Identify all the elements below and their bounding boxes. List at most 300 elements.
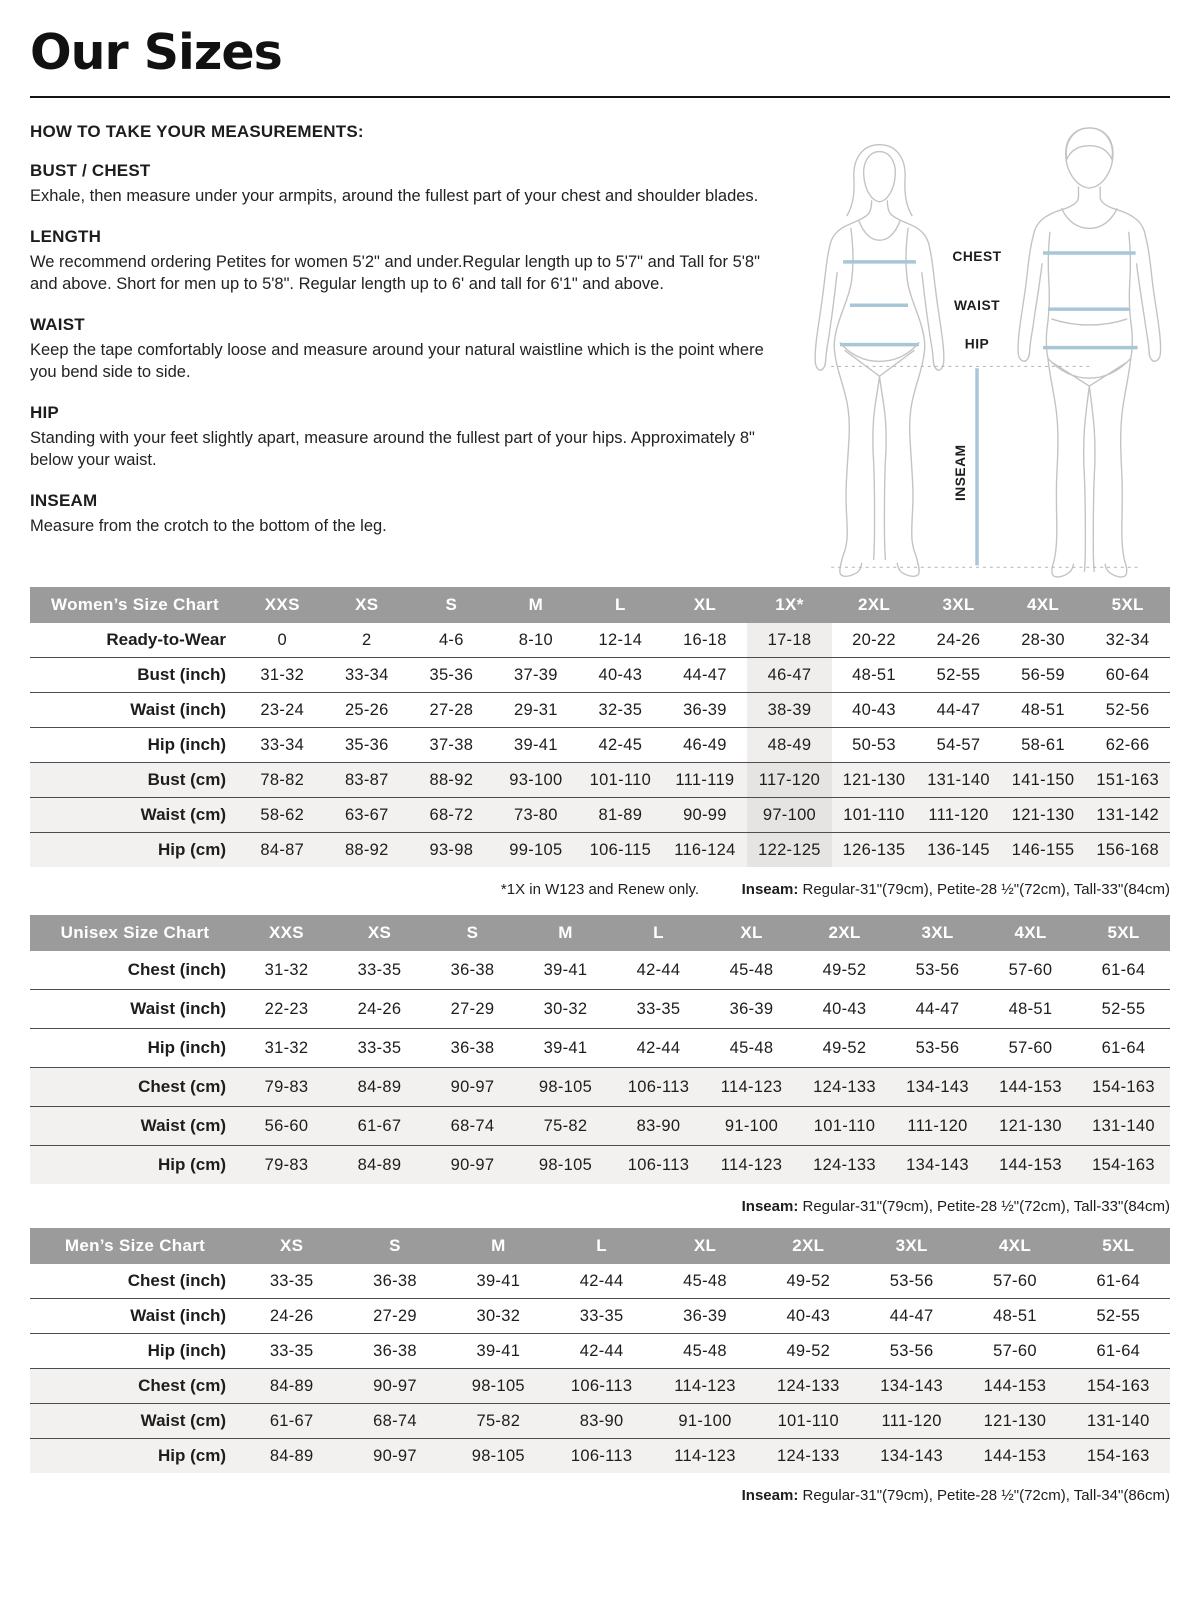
table-cell: 75-82	[519, 1107, 612, 1146]
section-body: Standing with your feet slightly apart, measure around the fullest part of your hips. Approximately 8" below your waist.	[30, 428, 755, 469]
table-cell: 56-60	[240, 1107, 333, 1146]
table-cell: 48-51	[832, 658, 917, 693]
row-label: Hip (cm)	[30, 1146, 240, 1185]
column-header: M	[519, 915, 612, 951]
table-cell: 126-135	[832, 833, 917, 868]
table-row	[30, 1068, 1170, 1107]
column-header: 2XL	[757, 1228, 860, 1264]
column-header: M	[494, 587, 579, 623]
table-cell: 17-18	[747, 623, 832, 658]
table-cell: 40-43	[578, 658, 663, 693]
table-cell: 93-100	[494, 763, 579, 798]
table-cell: 124-133	[798, 1068, 891, 1107]
table-cell: 114-123	[653, 1369, 756, 1404]
table-cell: 46-49	[663, 728, 748, 763]
column-header: XS	[240, 1228, 343, 1264]
table-cell: 122-125	[747, 833, 832, 868]
table-row	[30, 833, 1170, 868]
womens-table-notes	[30, 867, 1170, 915]
column-header: XXS	[240, 915, 333, 951]
table-cell: 84-87	[240, 833, 325, 868]
table-title: Unisex Size Chart	[30, 915, 240, 951]
table-cell: 20-22	[832, 623, 917, 658]
unisex-table-notes	[30, 1184, 1170, 1228]
womens-footnote: *1X in W123 and Renew only.	[500, 881, 700, 898]
table-cell: 52-55	[916, 658, 1001, 693]
section-body: We recommend ordering Petites for women 5'2" and under.Regular length up to 5'7" and Tall for 5'8" and above. Short for men up to 5'8". Regular length up to 6' and tall for 6'1" and above.	[30, 252, 760, 293]
table-title: Men’s Size Chart	[30, 1228, 240, 1264]
female-figure-outline	[815, 145, 944, 577]
table-cell: 134-143	[891, 1146, 984, 1185]
column-header: M	[447, 1228, 550, 1264]
table-cell: 22-23	[240, 990, 333, 1029]
table-cell: 31-32	[240, 951, 333, 990]
table-cell: 24-26	[240, 1299, 343, 1334]
mens-size-table	[30, 1228, 1170, 1473]
row-label: Waist (cm)	[30, 798, 240, 833]
table-cell: 27-29	[426, 990, 519, 1029]
table-cell: 45-48	[705, 951, 798, 990]
table-cell: 90-99	[663, 798, 748, 833]
table-cell: 151-163	[1085, 763, 1170, 798]
column-header: 1X*	[747, 587, 832, 623]
table-cell: 39-41	[519, 951, 612, 990]
table-cell: 40-43	[798, 990, 891, 1029]
table-cell: 57-60	[984, 1029, 1077, 1068]
table-cell: 144-153	[963, 1369, 1066, 1404]
table-cell: 106-115	[578, 833, 663, 868]
row-label: Hip (cm)	[30, 1439, 240, 1474]
table-cell: 78-82	[240, 763, 325, 798]
table-row	[30, 1299, 1170, 1334]
table-cell: 90-97	[426, 1146, 519, 1185]
table-cell: 23-24	[240, 693, 325, 728]
inseam-note-label: Inseam:	[741, 881, 799, 898]
male-figure-outline	[1018, 128, 1161, 577]
womens-size-table	[30, 587, 1170, 867]
table-title: Women’s Size Chart	[30, 587, 240, 623]
table-cell: 35-36	[325, 728, 410, 763]
table-cell: 81-89	[578, 798, 663, 833]
table-cell: 63-67	[325, 798, 410, 833]
table-cell: 111-120	[891, 1107, 984, 1146]
table-cell: 36-38	[343, 1264, 446, 1299]
table-row	[30, 693, 1170, 728]
row-label: Chest (inch)	[30, 951, 240, 990]
table-cell: 56-59	[1001, 658, 1086, 693]
table-cell: 40-43	[757, 1299, 860, 1334]
table-cell: 114-123	[653, 1439, 756, 1474]
table-cell: 106-113	[612, 1146, 705, 1185]
table-cell: 98-105	[447, 1369, 550, 1404]
table-cell: 131-142	[1085, 798, 1170, 833]
table-cell: 16-18	[663, 623, 748, 658]
table-cell: 32-35	[578, 693, 663, 728]
table-cell: 2	[325, 623, 410, 658]
table-cell: 98-105	[519, 1068, 612, 1107]
table-cell: 37-38	[409, 728, 494, 763]
table-cell: 101-110	[798, 1107, 891, 1146]
table-cell: 134-143	[860, 1369, 963, 1404]
table-cell: 50-53	[832, 728, 917, 763]
table-cell: 33-35	[612, 990, 705, 1029]
table-cell: 36-38	[426, 951, 519, 990]
table-cell: 24-26	[333, 990, 426, 1029]
table-cell: 61-64	[1077, 951, 1170, 990]
row-label: Waist (inch)	[30, 990, 240, 1029]
table-cell: 33-35	[333, 951, 426, 990]
column-header: 2XL	[798, 915, 891, 951]
table-cell: 36-39	[705, 990, 798, 1029]
table-cell: 111-120	[860, 1404, 963, 1439]
table-cell: 101-110	[832, 798, 917, 833]
table-cell: 91-100	[653, 1404, 756, 1439]
table-row	[30, 990, 1170, 1029]
table-cell: 146-155	[1001, 833, 1086, 868]
table-cell: 83-87	[325, 763, 410, 798]
table-cell: 52-56	[1085, 693, 1170, 728]
table-cell: 156-168	[1085, 833, 1170, 868]
column-header: 4XL	[963, 1228, 1066, 1264]
table-cell: 61-67	[333, 1107, 426, 1146]
table-cell: 106-113	[550, 1369, 653, 1404]
table-cell: 52-55	[1067, 1299, 1170, 1334]
table-cell: 35-36	[409, 658, 494, 693]
table-row	[30, 1404, 1170, 1439]
column-header: 4XL	[1001, 587, 1086, 623]
table-cell: 31-32	[240, 1029, 333, 1068]
section-hip	[30, 403, 772, 472]
row-label: Waist (inch)	[30, 693, 240, 728]
table-cell: 33-34	[325, 658, 410, 693]
table-cell: 131-140	[1077, 1107, 1170, 1146]
table-cell: 99-105	[494, 833, 579, 868]
table-cell: 68-72	[409, 798, 494, 833]
table-cell: 114-123	[705, 1068, 798, 1107]
row-label: Waist (cm)	[30, 1404, 240, 1439]
column-header: S	[426, 915, 519, 951]
column-header: L	[612, 915, 705, 951]
table-cell: 53-56	[891, 951, 984, 990]
table-cell: 106-113	[612, 1068, 705, 1107]
table-cell: 27-28	[409, 693, 494, 728]
table-row	[30, 763, 1170, 798]
section-heading: INSEAM	[30, 490, 98, 510]
table-cell: 42-44	[612, 1029, 705, 1068]
table-cell: 49-52	[798, 951, 891, 990]
table-cell: 54-57	[916, 728, 1001, 763]
table-cell: 25-26	[325, 693, 410, 728]
table-cell: 131-140	[916, 763, 1001, 798]
table-cell: 84-89	[240, 1369, 343, 1404]
row-label: Ready-to-Wear	[30, 623, 240, 658]
table-cell: 62-66	[1085, 728, 1170, 763]
column-header: S	[409, 587, 494, 623]
table-cell: 97-100	[747, 798, 832, 833]
table-cell: 12-14	[578, 623, 663, 658]
table-row	[30, 1369, 1170, 1404]
column-header: XS	[333, 915, 426, 951]
table-cell: 111-119	[663, 763, 748, 798]
table-cell: 33-35	[240, 1264, 343, 1299]
table-cell: 134-143	[860, 1439, 963, 1474]
table-cell: 44-47	[916, 693, 1001, 728]
table-cell: 90-97	[426, 1068, 519, 1107]
table-cell: 48-49	[747, 728, 832, 763]
table-cell: 52-55	[1077, 990, 1170, 1029]
table-cell: 42-44	[550, 1264, 653, 1299]
table-cell: 36-38	[343, 1334, 446, 1369]
table-cell: 154-163	[1067, 1439, 1170, 1474]
table-cell: 31-32	[240, 658, 325, 693]
column-header: 5XL	[1085, 587, 1170, 623]
table-row	[30, 658, 1170, 693]
table-cell: 30-32	[447, 1299, 550, 1334]
unisex-inseam-note	[742, 1198, 1170, 1215]
column-header: 4XL	[984, 915, 1077, 951]
table-cell: 39-41	[447, 1334, 550, 1369]
table-cell: 28-30	[1001, 623, 1086, 658]
table-cell: 40-43	[832, 693, 917, 728]
inseam-note-text: Regular-31"(79cm), Petite-28 ½"(72cm), Tall-33"(84cm)	[798, 881, 1170, 898]
table-cell: 45-48	[705, 1029, 798, 1068]
column-header: 3XL	[860, 1228, 963, 1264]
table-cell: 154-163	[1067, 1369, 1170, 1404]
table-cell: 98-105	[447, 1439, 550, 1474]
inseam-note-text: Regular-31"(79cm), Petite-28 ½"(72cm), Tall-34"(86cm)	[798, 1487, 1170, 1504]
section-body: Exhale, then measure under your armpits, around the fullest part of your chest and shoulder blades.	[30, 187, 759, 205]
table-cell: 30-32	[519, 990, 612, 1029]
table-cell: 101-110	[578, 763, 663, 798]
inseam-note-text: Regular-31"(79cm), Petite-28 ½"(72cm), Tall-33"(84cm)	[798, 1198, 1170, 1215]
table-cell: 73-80	[494, 798, 579, 833]
table-cell: 117-120	[747, 763, 832, 798]
section-inseam	[30, 491, 772, 538]
table-cell: 68-74	[426, 1107, 519, 1146]
column-header: XL	[705, 915, 798, 951]
table-cell: 61-64	[1067, 1334, 1170, 1369]
column-header: S	[343, 1228, 446, 1264]
table-row	[30, 623, 1170, 658]
inseam-label: INSEAM	[953, 444, 969, 502]
table-cell: 45-48	[653, 1264, 756, 1299]
column-header: L	[578, 587, 663, 623]
table-cell: 58-61	[1001, 728, 1086, 763]
table-cell: 121-130	[1001, 798, 1086, 833]
table-cell: 57-60	[963, 1264, 1066, 1299]
column-header: 5XL	[1067, 1228, 1170, 1264]
table-cell: 45-48	[653, 1334, 756, 1369]
section-heading: HIP	[30, 402, 59, 422]
table-cell: 57-60	[963, 1334, 1066, 1369]
size-tables-section	[30, 587, 1170, 1517]
table-row	[30, 1439, 1170, 1474]
table-cell: 33-35	[240, 1334, 343, 1369]
table-cell: 48-51	[984, 990, 1077, 1029]
table-cell: 84-89	[333, 1146, 426, 1185]
section-heading: BUST / CHEST	[30, 161, 151, 180]
unisex-size-table	[30, 915, 1170, 1184]
column-header: 5XL	[1077, 915, 1170, 951]
section-heading: LENGTH	[30, 226, 102, 246]
table-cell: 144-153	[963, 1439, 1066, 1474]
column-header: 2XL	[832, 587, 917, 623]
table-cell: 124-133	[757, 1369, 860, 1404]
table-cell: 44-47	[891, 990, 984, 1029]
chest-label: CHEST	[952, 248, 1002, 264]
table-cell: 48-51	[963, 1299, 1066, 1334]
table-row	[30, 728, 1170, 763]
table-row	[30, 951, 1170, 990]
body-measurement-diagram	[786, 122, 1170, 587]
row-label: Bust (inch)	[30, 658, 240, 693]
column-header: XXS	[240, 587, 325, 623]
table-cell: 53-56	[860, 1334, 963, 1369]
table-cell: 44-47	[860, 1299, 963, 1334]
inseam-note-label: Inseam:	[741, 1487, 799, 1504]
table-cell: 154-163	[1077, 1146, 1170, 1185]
womens-inseam-note	[742, 881, 1170, 898]
table-cell: 90-97	[343, 1439, 446, 1474]
table-cell: 121-130	[963, 1404, 1066, 1439]
table-cell: 36-38	[426, 1029, 519, 1068]
row-label: Chest (cm)	[30, 1068, 240, 1107]
table-cell: 42-45	[578, 728, 663, 763]
table-cell: 36-39	[653, 1299, 756, 1334]
section-waist	[30, 315, 772, 384]
table-cell: 24-26	[916, 623, 1001, 658]
column-header: 3XL	[891, 915, 984, 951]
table-cell: 37-39	[494, 658, 579, 693]
row-label: Hip (inch)	[30, 728, 240, 763]
table-row	[30, 1334, 1170, 1369]
row-label: Chest (cm)	[30, 1369, 240, 1404]
table-cell: 36-39	[663, 693, 748, 728]
row-label: Bust (cm)	[30, 763, 240, 798]
row-label: Hip (cm)	[30, 833, 240, 868]
table-cell: 101-110	[757, 1404, 860, 1439]
table-cell: 88-92	[325, 833, 410, 868]
table-cell: 46-47	[747, 658, 832, 693]
table-cell: 61-64	[1067, 1264, 1170, 1299]
row-label: Chest (inch)	[30, 1264, 240, 1299]
table-cell: 57-60	[984, 951, 1077, 990]
row-label: Waist (cm)	[30, 1107, 240, 1146]
table-cell: 121-130	[832, 763, 917, 798]
section-heading: WAIST	[30, 314, 85, 334]
table-cell: 83-90	[550, 1404, 653, 1439]
hip-label: HIP	[964, 336, 990, 352]
table-cell: 98-105	[519, 1146, 612, 1185]
table-cell: 114-123	[705, 1146, 798, 1185]
table-cell: 39-41	[447, 1264, 550, 1299]
table-cell: 154-163	[1077, 1068, 1170, 1107]
page-title: Our Sizes	[30, 24, 282, 81]
table-cell: 68-74	[343, 1404, 446, 1439]
table-row	[30, 1264, 1170, 1299]
table-cell: 116-124	[663, 833, 748, 868]
table-cell: 49-52	[798, 1029, 891, 1068]
column-header: 3XL	[916, 587, 1001, 623]
column-header: XS	[325, 587, 410, 623]
table-cell: 61-67	[240, 1404, 343, 1439]
table-cell: 134-143	[891, 1068, 984, 1107]
mens-inseam-note	[742, 1487, 1170, 1504]
table-cell: 121-130	[984, 1107, 1077, 1146]
table-cell: 136-145	[916, 833, 1001, 868]
column-header: L	[550, 1228, 653, 1264]
table-cell: 131-140	[1067, 1404, 1170, 1439]
table-cell: 53-56	[860, 1264, 963, 1299]
column-header: XL	[663, 587, 748, 623]
table-cell: 79-83	[240, 1146, 333, 1185]
table-cell: 61-64	[1077, 1029, 1170, 1068]
table-cell: 84-89	[333, 1068, 426, 1107]
table-cell: 83-90	[612, 1107, 705, 1146]
table-cell: 58-62	[240, 798, 325, 833]
table-cell: 29-31	[494, 693, 579, 728]
column-header: XL	[653, 1228, 756, 1264]
table-cell: 53-56	[891, 1029, 984, 1068]
table-cell: 90-97	[343, 1369, 446, 1404]
table-cell: 0	[240, 623, 325, 658]
table-cell: 91-100	[705, 1107, 798, 1146]
table-cell: 8-10	[494, 623, 579, 658]
table-cell: 84-89	[240, 1439, 343, 1474]
table-cell: 124-133	[757, 1439, 860, 1474]
table-cell: 49-52	[757, 1334, 860, 1369]
table-cell: 93-98	[409, 833, 494, 868]
table-cell: 42-44	[550, 1334, 653, 1369]
table-cell: 48-51	[1001, 693, 1086, 728]
section-bust-chest	[30, 161, 772, 208]
table-cell: 141-150	[1001, 763, 1086, 798]
table-cell: 44-47	[663, 658, 748, 693]
table-row	[30, 1107, 1170, 1146]
table-cell: 111-120	[916, 798, 1001, 833]
mens-table-notes	[30, 1473, 1170, 1517]
table-cell: 75-82	[447, 1404, 550, 1439]
instructions-column	[30, 122, 772, 538]
title-divider	[30, 96, 1170, 98]
table-cell: 39-41	[494, 728, 579, 763]
table-cell: 106-113	[550, 1439, 653, 1474]
section-body: Keep the tape comfortably loose and measure around your natural waistline which is the point where you bend side to side.	[30, 340, 764, 381]
table-cell: 39-41	[519, 1029, 612, 1068]
table-cell: 79-83	[240, 1068, 333, 1107]
size-guide-page	[0, 24, 1200, 1624]
row-label: Waist (inch)	[30, 1299, 240, 1334]
table-row	[30, 1146, 1170, 1185]
section-length	[30, 227, 772, 296]
table-cell: 33-35	[550, 1299, 653, 1334]
table-cell: 144-153	[984, 1146, 1077, 1185]
table-cell: 144-153	[984, 1068, 1077, 1107]
table-cell: 124-133	[798, 1146, 891, 1185]
table-cell: 60-64	[1085, 658, 1170, 693]
inseam-note-label: Inseam:	[741, 1198, 799, 1215]
row-label: Hip (inch)	[30, 1029, 240, 1068]
section-body: Measure from the crotch to the bottom of the leg.	[30, 516, 387, 535]
measurement-instructions-section	[30, 122, 1170, 587]
table-row	[30, 798, 1170, 833]
table-cell: 33-34	[240, 728, 325, 763]
table-cell: 49-52	[757, 1264, 860, 1299]
row-label: Hip (inch)	[30, 1334, 240, 1369]
table-cell: 4-6	[409, 623, 494, 658]
table-cell: 32-34	[1085, 623, 1170, 658]
table-row	[30, 1029, 1170, 1068]
